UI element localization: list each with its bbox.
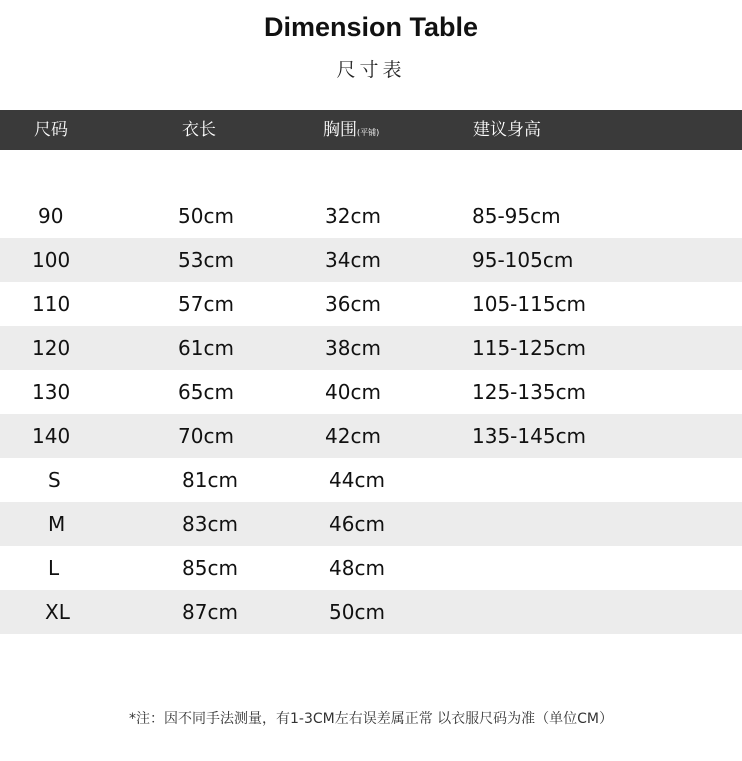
header-size: 尺码 [34,120,68,140]
cell-length: 50cm [178,204,234,228]
cell-chest: 34cm [325,248,381,272]
cell-size: XL [45,600,70,624]
cell-size: 130 [32,380,71,404]
cell-length: 87cm [182,600,238,624]
cell-chest: 40cm [325,380,381,404]
cell-length: 57cm [178,292,234,316]
header-height: 建议身高 [473,120,541,140]
header-length: 衣长 [182,120,216,140]
table-row [0,194,742,238]
cell-chest: 32cm [325,204,381,228]
cell-size: 100 [32,248,71,272]
table-header [0,110,742,150]
cell-chest: 46cm [329,512,385,536]
cell-height: 105-115cm [472,292,587,316]
cell-chest: 50cm [329,600,385,624]
table-row [0,370,742,414]
measurement-note: *注：因不同手法测量，有1-3CM左右误差属正常 以衣服尺码为准（单位CM） [128,711,614,727]
cell-size: M [48,512,66,536]
cell-height: 85-95cm [472,204,561,228]
table-row [0,502,742,546]
header-chest [323,110,379,150]
cell-height: 95-105cm [472,248,574,272]
table-row [0,326,742,370]
page-subtitle: 尺寸表 [336,59,406,81]
cell-chest: 36cm [325,292,381,316]
cell-length: 53cm [178,248,234,272]
cell-length: 70cm [178,424,234,448]
header-chest-label: 胸围 [323,120,357,140]
cell-size: S [48,468,61,492]
table-row [0,546,742,590]
table-row [0,590,742,634]
page-title: Dimension Table [263,12,479,42]
table-row [0,414,742,458]
cell-chest: 48cm [329,556,385,580]
cell-size: L [48,556,60,580]
cell-size: 90 [38,204,64,228]
cell-length: 83cm [182,512,238,536]
cell-height: 125-135cm [472,380,587,404]
cell-size: 120 [32,336,71,360]
cell-height: 135-145cm [472,424,587,448]
cell-height: 115-125cm [472,336,587,360]
cell-length: 81cm [182,468,238,492]
cell-chest: 38cm [325,336,381,360]
cell-chest: 44cm [329,468,385,492]
cell-length: 85cm [182,556,238,580]
cell-size: 110 [32,292,71,316]
table-row [0,458,742,502]
header-chest-note: (平铺) [357,128,380,137]
cell-size: 140 [32,424,71,448]
cell-length: 65cm [178,380,234,404]
table-row [0,282,742,326]
cell-length: 61cm [178,336,234,360]
cell-chest: 42cm [325,424,381,448]
table-row [0,238,742,282]
